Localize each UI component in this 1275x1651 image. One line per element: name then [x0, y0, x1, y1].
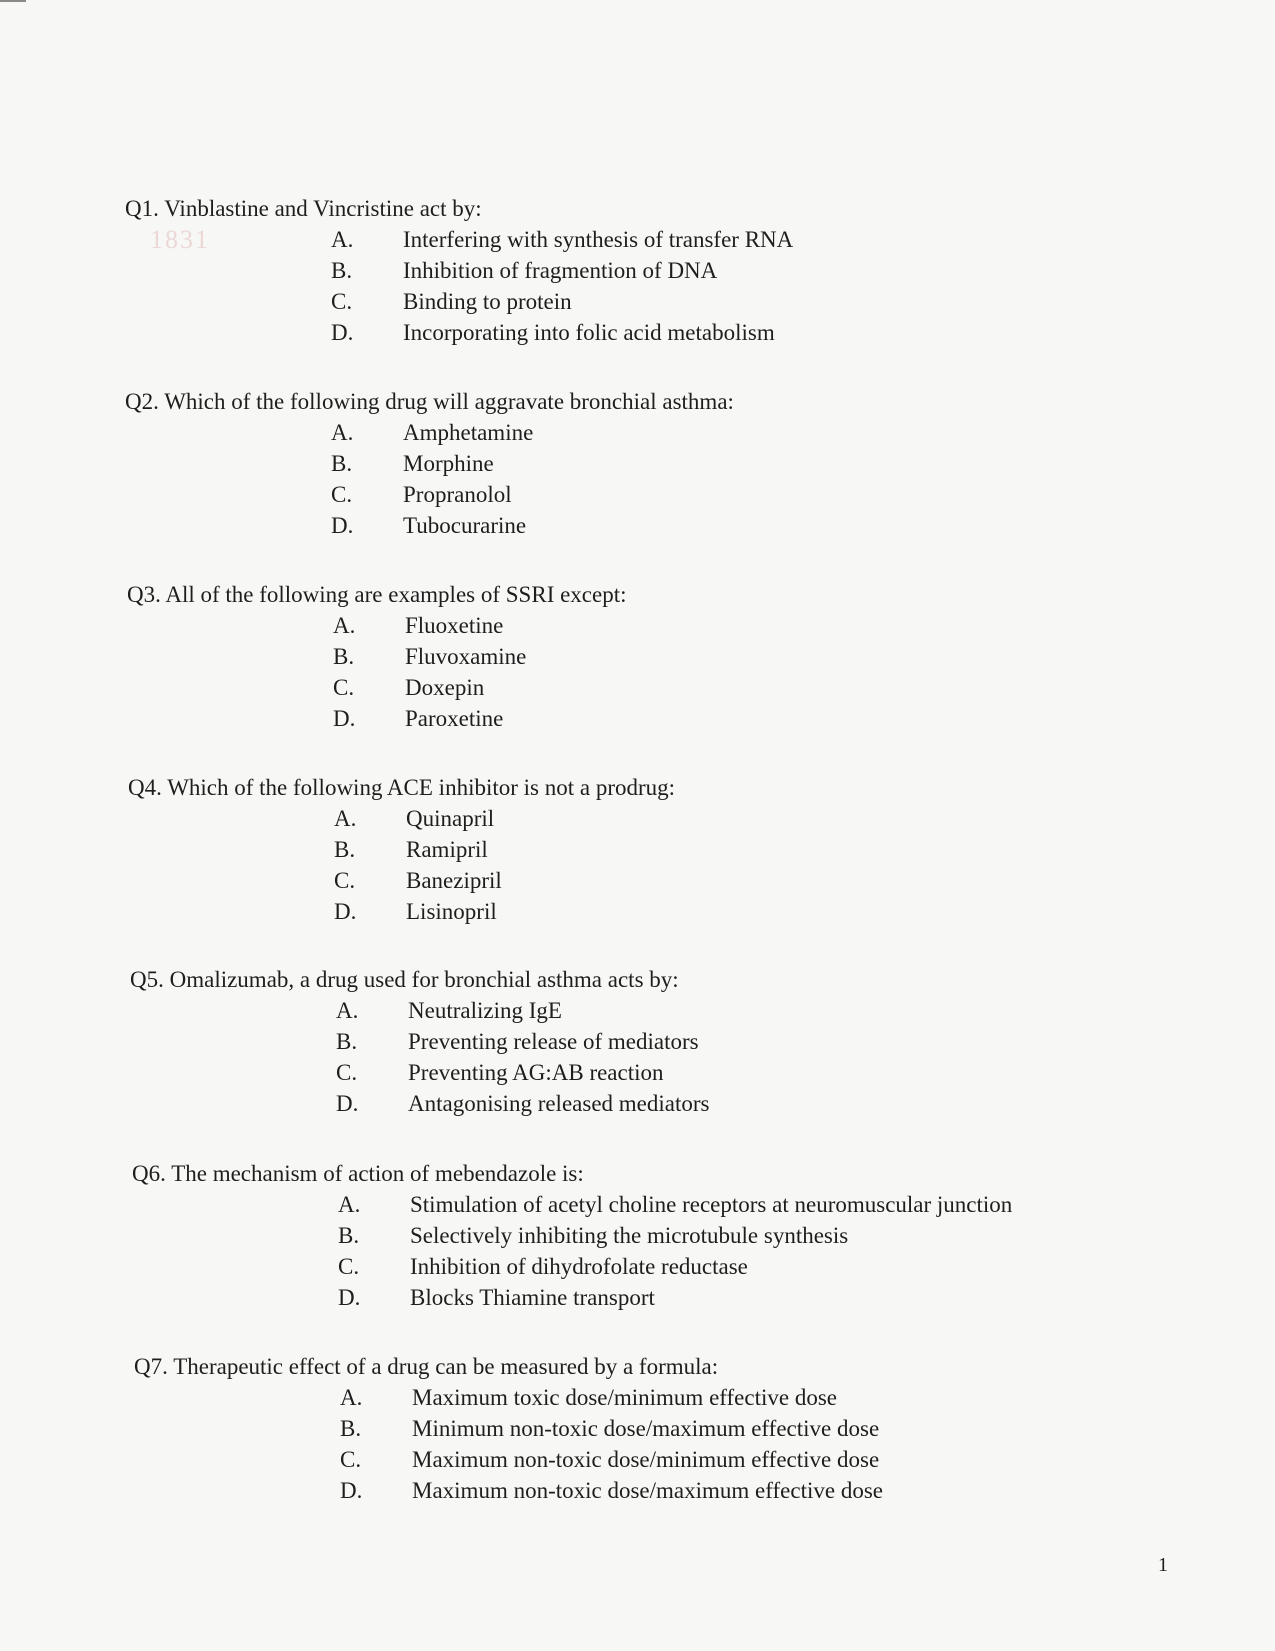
option-text: Blocks Thiamine transport: [410, 1285, 655, 1310]
option-text: Selectively inhibiting the microtubule synthesis: [410, 1223, 849, 1248]
question-text: Q2. Which of the following drug will aggravate bronchial asthma:: [125, 389, 734, 414]
option-text: Interfering with synthesis of transfer RNA: [403, 227, 794, 252]
option-letter: B.: [331, 258, 353, 283]
option-letter: D.: [331, 513, 354, 538]
option-c: [127, 672, 1127, 703]
option-b: [132, 1220, 1132, 1251]
option-letter: C.: [336, 1060, 358, 1085]
option-text: Tubocurarine: [403, 513, 527, 538]
option-letter: A.: [331, 227, 354, 252]
option-text: Fluoxetine: [405, 613, 504, 638]
option-letter: D.: [340, 1478, 363, 1503]
question-5: [130, 965, 1130, 1119]
option-a: [132, 1189, 1132, 1220]
question-2: [125, 387, 1125, 541]
option-d: [134, 1475, 1134, 1506]
option-text: Quinapril: [406, 806, 495, 831]
option-a: [130, 995, 1130, 1026]
question-text: Q4. Which of the following ACE inhibitor is not a prodrug:: [128, 775, 676, 800]
option-c: [134, 1444, 1134, 1475]
option-letter: B.: [338, 1223, 360, 1248]
option-text: Doxepin: [405, 675, 485, 700]
option-letter: C.: [334, 868, 356, 893]
option-letter: D.: [333, 706, 356, 731]
option-c: [132, 1251, 1132, 1282]
option-b: [128, 834, 1128, 865]
option-letter: A.: [334, 806, 357, 831]
question-text: Q1. Vinblastine and Vincristine act by:: [125, 196, 482, 221]
option-a: [134, 1382, 1134, 1413]
option-letter: C.: [331, 289, 353, 314]
option-letter: D.: [334, 899, 357, 924]
question-text: Q3. All of the following are examples of SSRI except:: [127, 582, 627, 607]
question-3: [127, 580, 1127, 734]
option-letter: B.: [331, 451, 353, 476]
option-c: [130, 1057, 1130, 1088]
option-d: [130, 1088, 1130, 1119]
option-text: Amphetamine: [403, 420, 534, 445]
option-letter: A.: [336, 998, 359, 1023]
option-d: [127, 703, 1127, 734]
option-b: [125, 255, 1125, 286]
question-text: Q5. Omalizumab, a drug used for bronchial asthma acts by:: [130, 967, 679, 992]
option-text: Antagonising released mediators: [408, 1091, 710, 1116]
option-letter: C.: [331, 482, 353, 507]
option-a: [128, 803, 1128, 834]
option-letter: A.: [340, 1385, 363, 1410]
option-text: Banezipril: [406, 868, 502, 893]
option-a: [125, 224, 1125, 255]
option-b: [130, 1026, 1130, 1057]
option-text: Morphine: [403, 451, 494, 476]
question-text: Q7. Therapeutic effect of a drug can be measured by a formula:: [134, 1354, 719, 1379]
option-letter: C.: [338, 1254, 360, 1279]
page-number: 1: [1158, 1554, 1168, 1576]
option-text: Paroxetine: [405, 706, 504, 731]
option-text: Fluvoxamine: [405, 644, 527, 669]
option-text: Lisinopril: [406, 899, 497, 924]
question-1: [125, 194, 1125, 348]
question-text: Q6. The mechanism of action of mebendazole is:: [132, 1161, 584, 1186]
option-text: Binding to protein: [403, 289, 572, 314]
scan-edge-mark: [0, 0, 26, 2]
option-text: Minimum non-toxic dose/maximum effective dose: [412, 1416, 880, 1441]
option-letter: D.: [336, 1091, 359, 1116]
option-text: Maximum non-toxic dose/minimum effective dose: [412, 1447, 880, 1472]
option-c: [128, 865, 1128, 896]
option-text: Ramipril: [406, 837, 488, 862]
option-letter: B.: [333, 644, 355, 669]
option-text: Neutralizing IgE: [408, 998, 562, 1023]
option-text: Incorporating into folic acid metabolism: [403, 320, 775, 345]
stamp-number: 1831: [150, 225, 210, 254]
option-a: [125, 417, 1125, 448]
option-text: Maximum non-toxic dose/maximum effective dose: [412, 1478, 883, 1503]
option-b: [125, 448, 1125, 479]
option-b: [127, 641, 1127, 672]
question-6: [132, 1159, 1132, 1313]
option-text: Stimulation of acetyl choline receptors at neuromuscular junction: [410, 1192, 1013, 1217]
option-letter: A.: [338, 1192, 361, 1217]
option-d: [132, 1282, 1132, 1313]
option-text: Inhibition of dihydrofolate reductase: [410, 1254, 748, 1279]
question-4: [128, 773, 1128, 927]
option-letter: B.: [334, 837, 356, 862]
option-letter: D.: [338, 1285, 361, 1310]
option-text: Inhibition of fragmention of DNA: [403, 258, 718, 283]
option-text: Preventing release of mediators: [408, 1029, 699, 1054]
option-letter: D.: [331, 320, 354, 345]
option-text: Propranolol: [403, 482, 512, 507]
option-text: Maximum toxic dose/minimum effective dose: [412, 1385, 837, 1410]
option-c: [125, 479, 1125, 510]
option-a: [127, 610, 1127, 641]
option-d: [125, 510, 1125, 541]
option-d: [128, 896, 1128, 927]
option-letter: A.: [333, 613, 356, 638]
option-d: [125, 317, 1125, 348]
option-letter: B.: [340, 1416, 362, 1441]
option-letter: B.: [336, 1029, 358, 1054]
option-c: [125, 286, 1125, 317]
option-letter: C.: [340, 1447, 362, 1472]
option-letter: A.: [331, 420, 354, 445]
option-letter: C.: [333, 675, 355, 700]
option-text: Preventing AG:AB reaction: [408, 1060, 664, 1085]
question-7: [134, 1352, 1134, 1506]
option-b: [134, 1413, 1134, 1444]
